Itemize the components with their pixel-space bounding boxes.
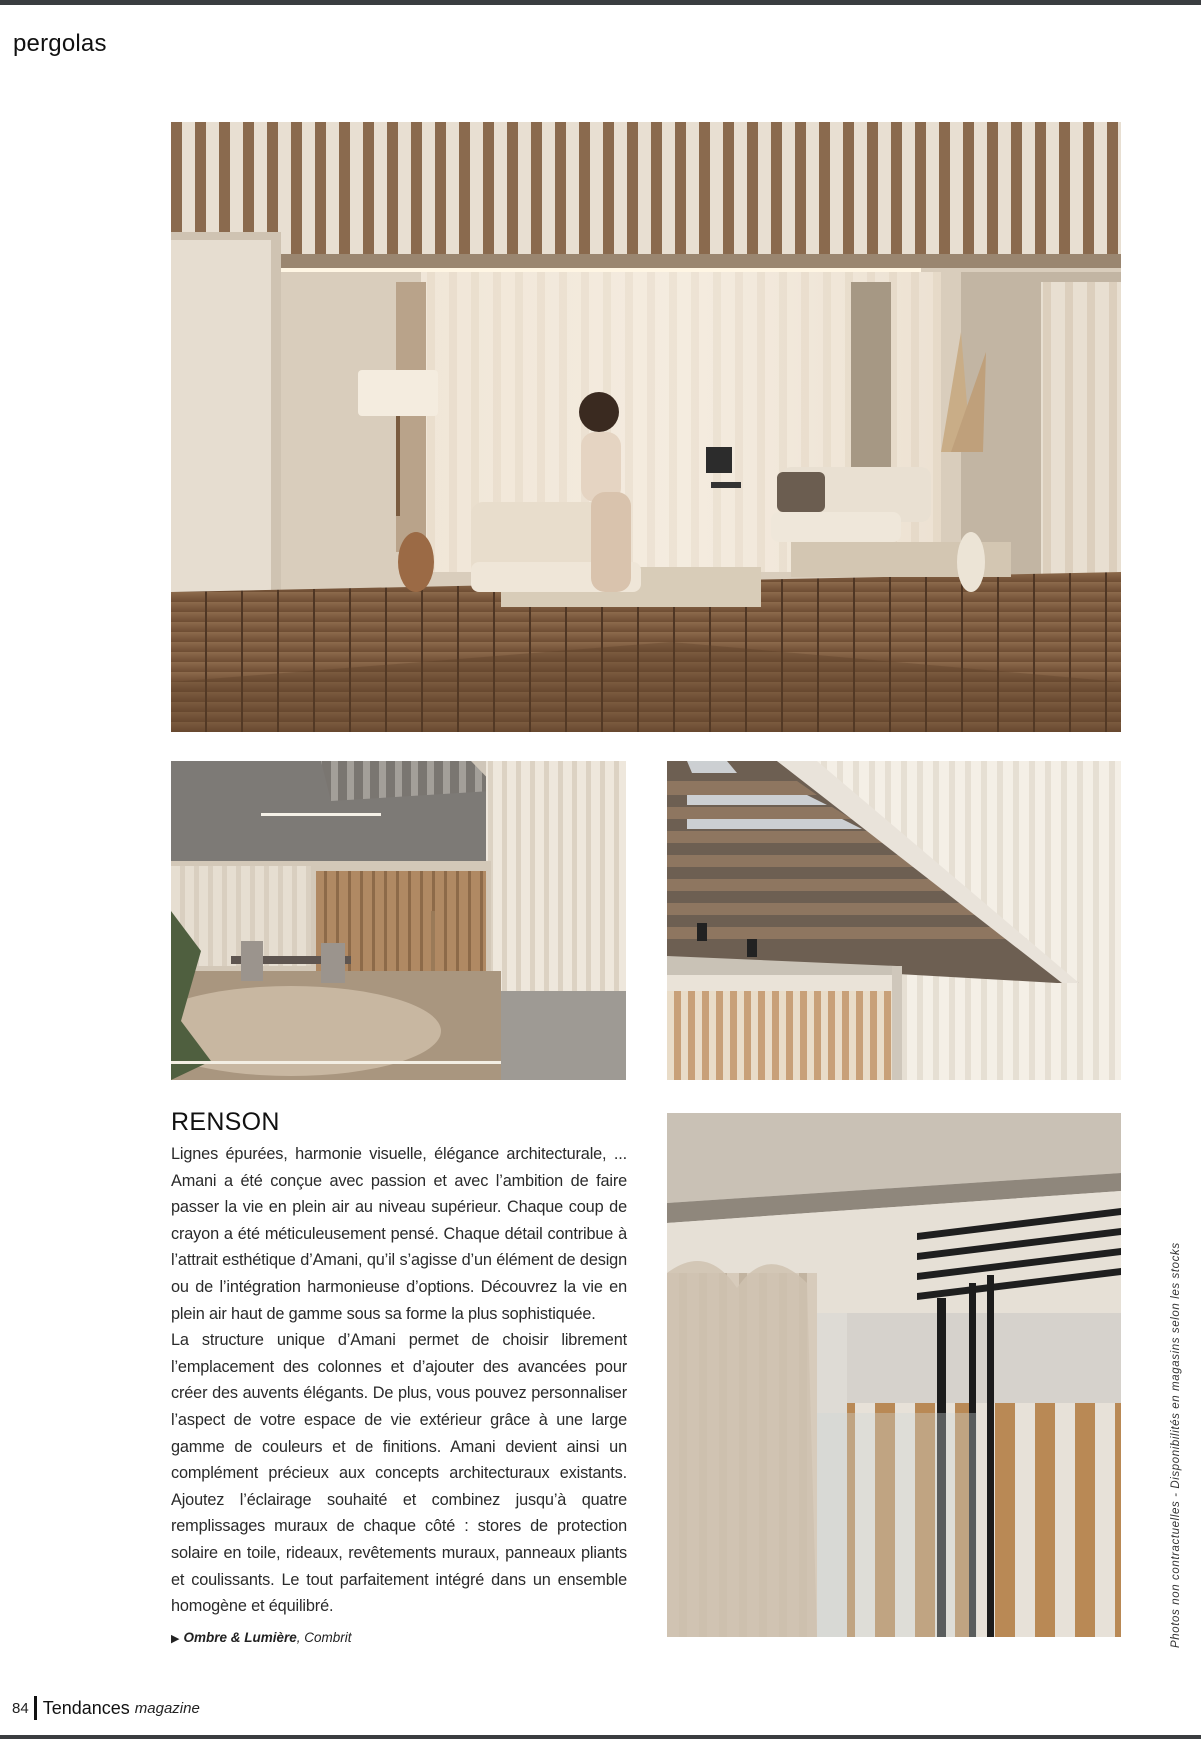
pergola-roof-detail-photo [667,761,1121,1080]
top-border [0,0,1201,5]
page-footer [12,1696,200,1720]
retailer-name: Ombre & Lumière [183,1629,297,1645]
article-paragraph-2: La structure unique d’Amani permet de choisir librement l’emplacement des colonnes et d’ajouter des avancées pour créer des auvents élégants. De plus, vous pouvez personnaliser l’aspect de votre espace de vie extérieur grâce à une large gamme de couleurs et de finitions. Amani devient ainsi un complément précieux aux concepts architecturaux existants. Ajoutez l’éclairage souhaité et combinez jusqu’à quatre remplissages muraux de chaque côté : stores de protection solaire en toile, rideaux, revêtements muraux, panneaux pliants et coulissants. Le tout parfaitement intégré dans un ensemble homogène et équilibré. [171,1331,627,1616]
photo-disclaimer: Photos non contractuelles - Disponibilités en magasins selon les stocks [1170,1242,1182,1648]
article [171,1108,627,1645]
pergola-curtain-detail-photo [667,1113,1121,1637]
magazine-subtitle: magazine [134,1699,200,1717]
brand-title: RENSON [171,1108,280,1136]
bottom-border [0,1735,1201,1739]
page-number: 84 [12,1699,29,1717]
hero-pergola-lounge-photo [171,122,1121,732]
footer-divider [34,1696,37,1720]
magazine-name: Tendances [42,1697,130,1718]
pergola-dining-area-photo [171,761,626,1080]
retailer-city: , Combrit [296,1629,352,1645]
article-paragraph-1: Lignes épurées, harmonie visuelle, élégance architecturale, ... Amani a été conçue avec passion et avec l’ambition de faire passer la vie en plein air au niveau supérieur. Chaque coup de crayon a été méticuleusement pensé. Chaque détail contribue à l’attrait esthétique d’Amani, qu’il s’agisse d’un élément de design ou de l’intégration harmonieuse d’options. Découvrez la vie en plein air haut de gamme sous sa forme la plus sophistiquée. [171,1145,627,1323]
triangle-right-icon: ▶ [171,1632,180,1645]
section-title: pergolas [13,30,107,57]
retailer-credit [171,1630,627,1645]
